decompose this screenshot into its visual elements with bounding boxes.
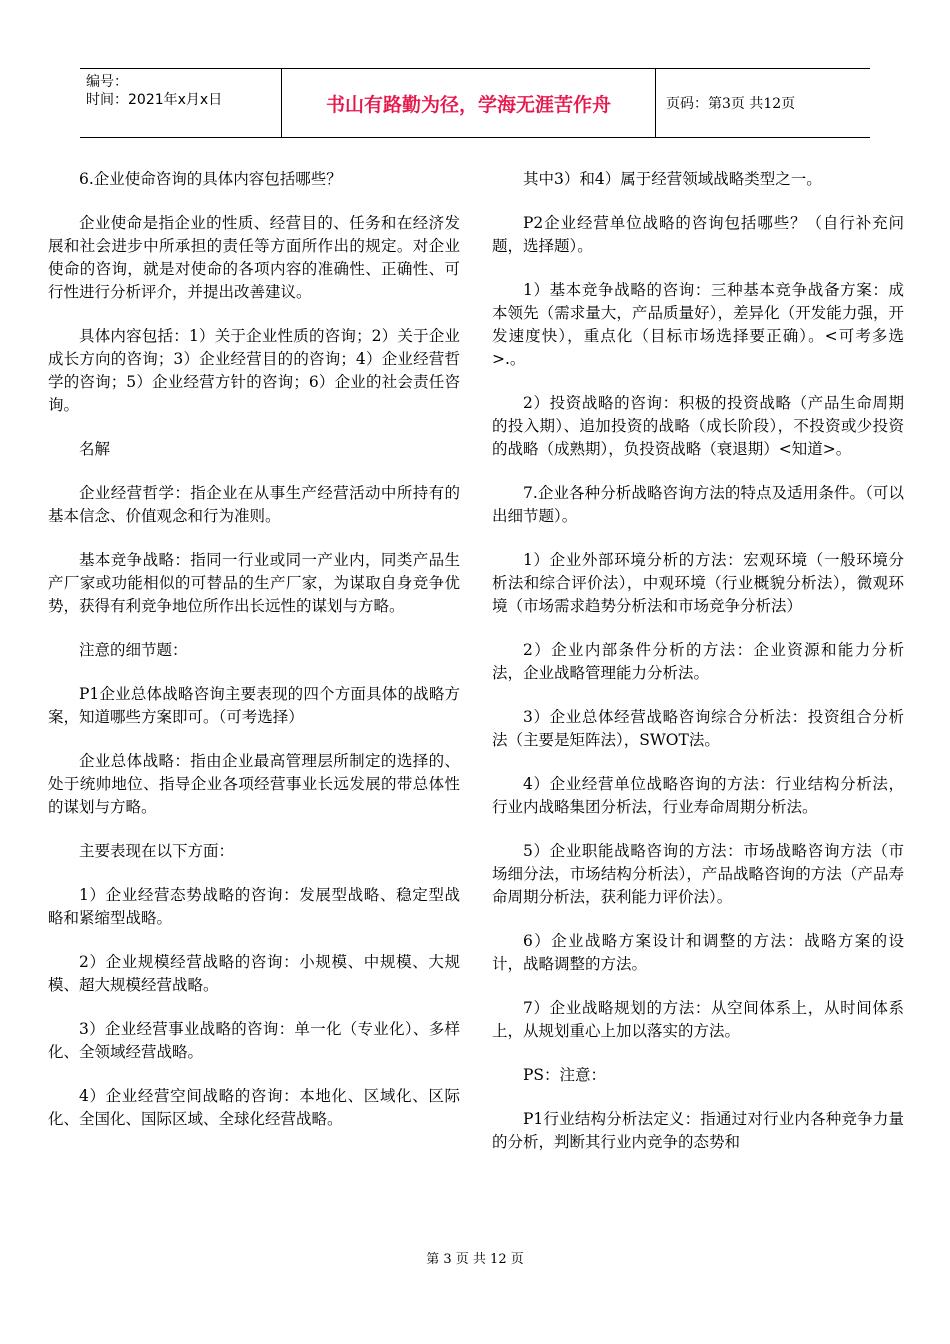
paragraph: P1企业总体战略咨询主要表现的四个方面具体的战略方案，知道哪些方案即可。（可考选择） [48,685,460,726]
number-label: 编号： [86,74,128,90]
paragraph: 企业总体战略：指由企业最高管理层所制定的选择的、处于统帅地位、指导企业各项经营事业长远发展的带总体性的谋划与方略。 [48,752,460,816]
paragraph: 具体内容包括：1）关于企业性质的咨询；2）关于企业成长方向的咨询；3）企业经营目的的咨询；4）企业经营哲学的咨询；5）企业经营方针的咨询；6）企业的社会责任咨询。 [48,327,460,414]
page-footer: 第 3 页 共 12 页 [426,1252,524,1267]
paragraph: 主要表现在以下方面： [79,842,235,860]
paragraph: PS：注意： [523,1066,607,1084]
paragraph: 3）企业经营事业战略的咨询：单一化（专业化）、多样化、全领域经营战略。 [48,1020,460,1061]
paragraph: 1）企业外部环境分析的方法：宏观环境（一般环境分析法和综合评价法），中观环境（行业概貌分析法），微观环境（市场需求趋势分析法和市场竞争分析法） [492,551,904,615]
page-header [80,68,870,138]
paragraph: 2）企业规模经营战略的咨询：小规模、中规模、大规模、超大规模经营战略。 [48,953,460,994]
paragraph: 1）基本竞争战略的咨询：三种基本竞争战备方案：成本领先（需求量大，产品质量好），差异化（开发能力强，开发速度快），重点化（目标市场选择要正确）。<可考多选>.。 [492,281,904,368]
paragraph: 3）企业总体经营战略咨询综合分析法：投资组合分析法（主要是矩阵法），SWOT法。 [492,708,904,749]
paragraph: 6）企业战略方案设计和调整的方法：战略方案的设计，战略调整的方法。 [492,932,904,973]
paragraph: P1行业结构分析法定义：指通过对行业内各种竞争力量的分析，判断其行业内竞争的态势和 [492,1110,904,1151]
paragraph: 1）企业经营态势战略的咨询：发展型战略、稳定型战略和紧缩型战略。 [48,886,460,927]
paragraph: 4）企业经营单位战略咨询的方法：行业结构分析法，行业内战略集团分析法，行业寿命周期分析法。 [492,775,904,816]
header-meta [80,69,282,137]
time-label: 时间：2021年x月x日 [86,92,223,108]
page-info: 页码：第3页 共12页 [666,96,796,112]
paragraph: 7.企业各种分析战略咨询方法的特点及适用条件。（可以出细节题）。 [492,484,904,525]
paragraph: 基本竞争战略：指同一行业或同一产业内，同类产品生产厂家或功能相似的可替品的生产厂家，为谋取自身竞争优势，获得有利竞争地位所作出长远性的谋划与方略。 [48,551,460,615]
paragraph: 名解 [79,440,111,458]
paragraph: 5）企业职能战略咨询的方法：市场战略咨询方法（市场细分法，市场结构分析法），产品战略咨询的方法（产品寿命周期分析法，获利能力评价法）。 [492,842,904,906]
right-column [492,168,904,1175]
left-column [48,168,460,1152]
paragraph: 企业经营哲学：指企业在从事生产经营活动中所持有的基本信念、价值观念和行为准则。 [48,484,460,525]
paragraph: 注意的细节题： [79,641,188,659]
paragraph: 企业使命是指企业的性质、经营目的、任务和在经济发展和社会进步中所承担的责任等方面所作出的规定。对企业使命的咨询，就是对使命的各项内容的准确性、正确性、可行性进行分析评介，并提出改善建议。 [48,214,460,301]
motto: 书山有路勤为径，学海无涯苦作舟 [282,69,656,137]
paragraph: P2企业经营单位战略的咨询包括哪些？（自行补充问题，选择题）。 [492,214,904,255]
paragraph: 6.企业使命咨询的具体内容包括哪些？ [79,170,342,188]
paragraph: 2）企业内部条件分析的方法：企业资源和能力分析法，企业战略管理能力分析法。 [492,641,904,682]
paragraph: 7）企业战略规划的方法：从空间体系上，从时间体系上，从规划重心上加以落实的方法。 [492,999,904,1040]
paragraph: 4）企业经营空间战略的咨询：本地化、区域化、区际化、全国化、国际区域、全球化经营战略。 [48,1087,460,1128]
paragraph: 其中3）和4）属于经营领域战略类型之一。 [523,170,822,188]
paragraph: 2）投资战略的咨询：积极的投资战略（产品生命周期的投入期）、追加投资的战略（成长阶段），不投资或少投资的战略（成熟期），负投资战略（衰退期）<知道>。 [492,394,904,458]
